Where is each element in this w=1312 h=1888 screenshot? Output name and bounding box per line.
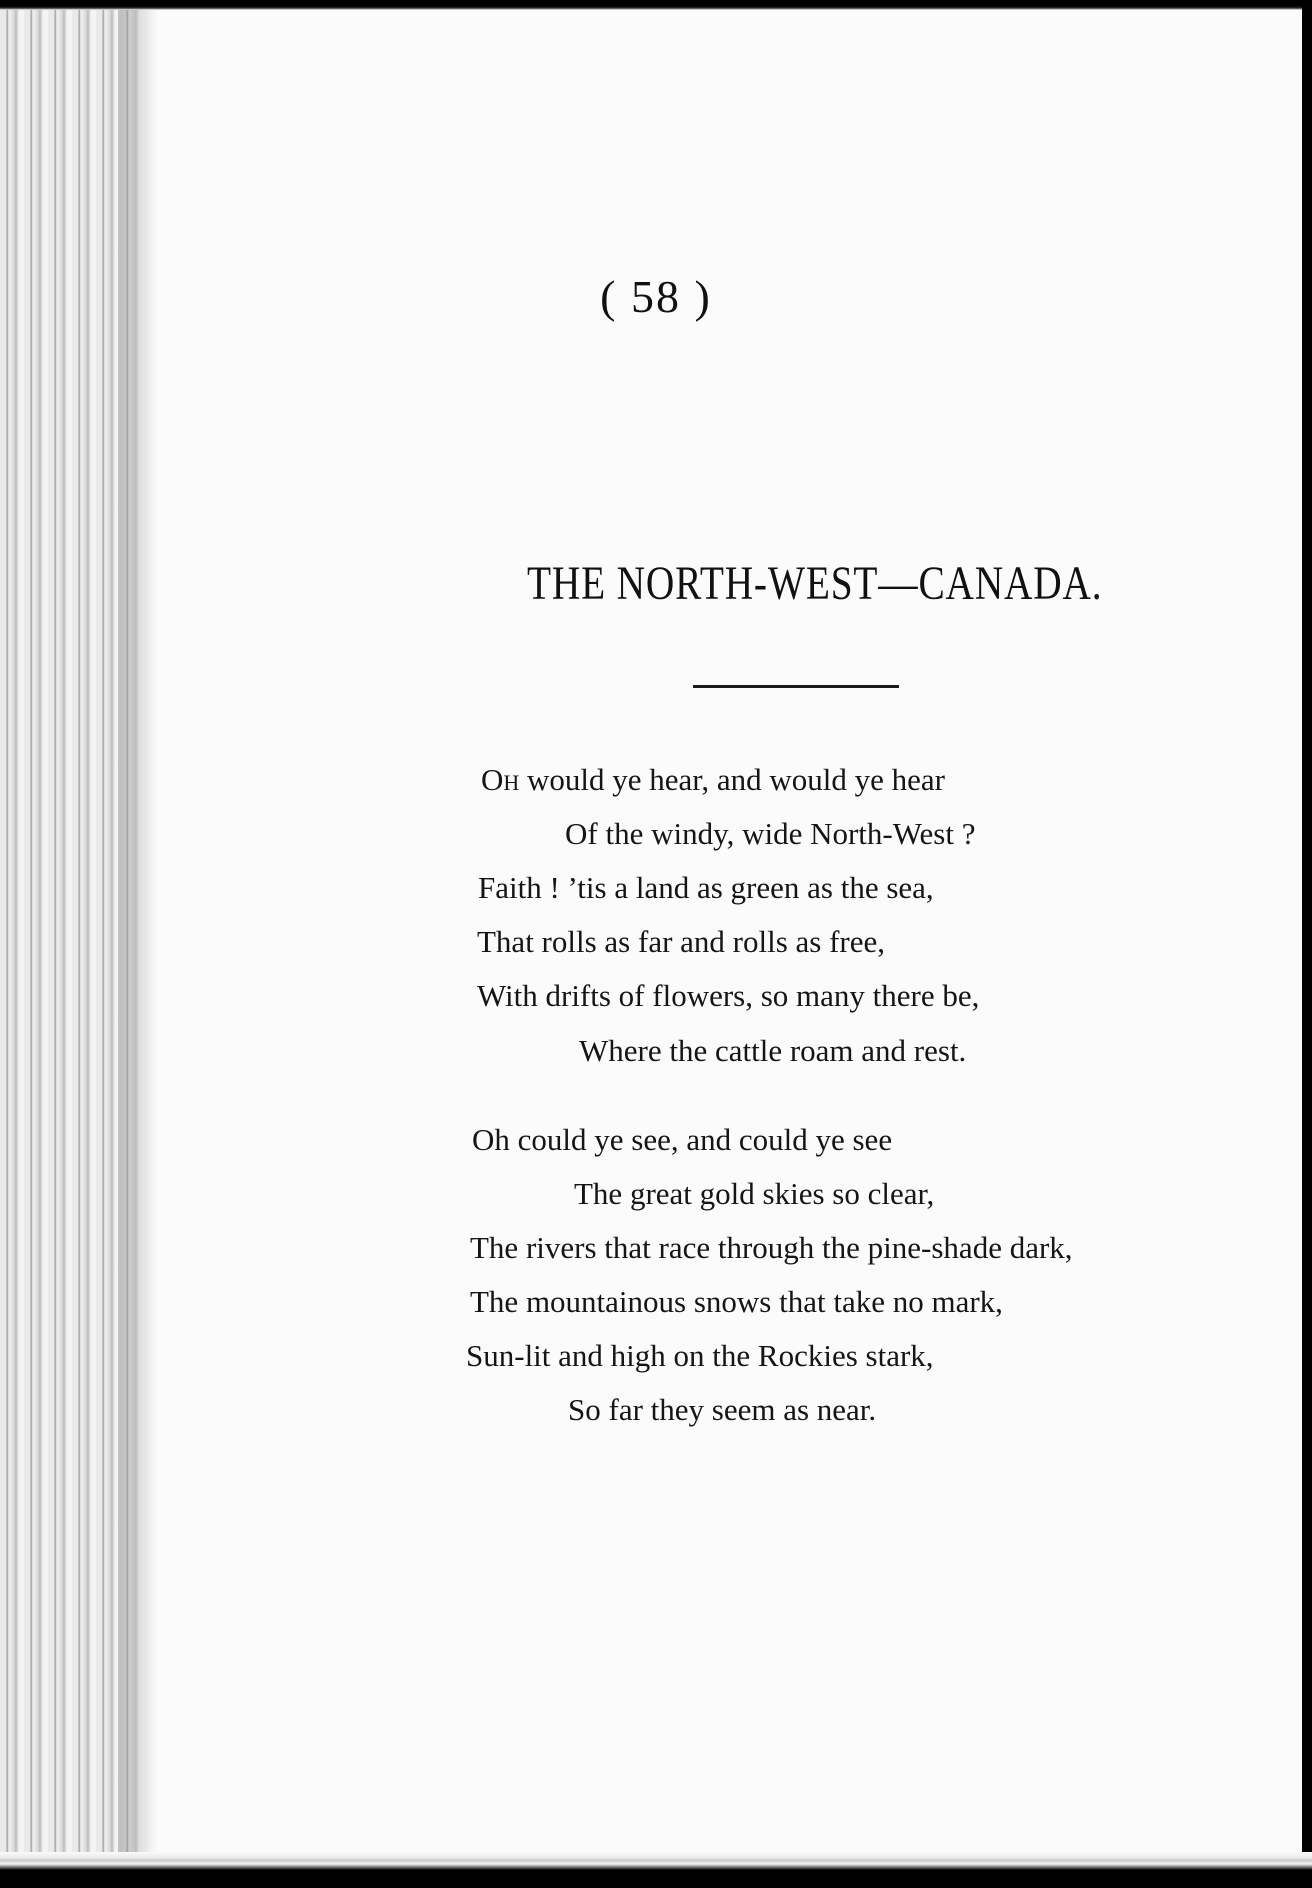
stanza-1-line-1-rest: would ye hear, and would ye hear: [519, 762, 946, 797]
stanza-1-line-6: Where the cattle roam and rest.: [579, 1033, 967, 1068]
stanza-1-line-5: With drifts of flowers, so many there be,: [477, 978, 980, 1013]
stanza-2-line-2: The great gold skies so clear,: [574, 1176, 935, 1211]
stanza-1-line-1: [481, 762, 945, 798]
stanza-2-line-1: Oh could ye see, and could ye see: [472, 1122, 893, 1157]
stanza-1-line-2: Of the windy, wide North-West ?: [565, 816, 976, 851]
stanza-1-line-1-lead: Oh: [481, 762, 520, 797]
page-number: ( 58 ): [600, 271, 712, 322]
stanza-1-line-3: Faith ! ’tis a land as green as the sea,: [478, 870, 934, 905]
stanza-2-line-5: Sun-lit and high on the Rockies stark,: [466, 1338, 934, 1373]
stanza-2-line-4: The mountainous snows that take no mark,: [470, 1284, 1003, 1319]
stanza-1-line-4: That rolls as far and rolls as free,: [477, 924, 886, 959]
stanza-2-line-3: The rivers that race through the pine-shade dark,: [470, 1230, 1073, 1265]
poem-title: THE NORTH-WEST—CANADA.: [527, 557, 1103, 610]
stanza-2-line-6: So far they seem as near.: [568, 1392, 877, 1427]
